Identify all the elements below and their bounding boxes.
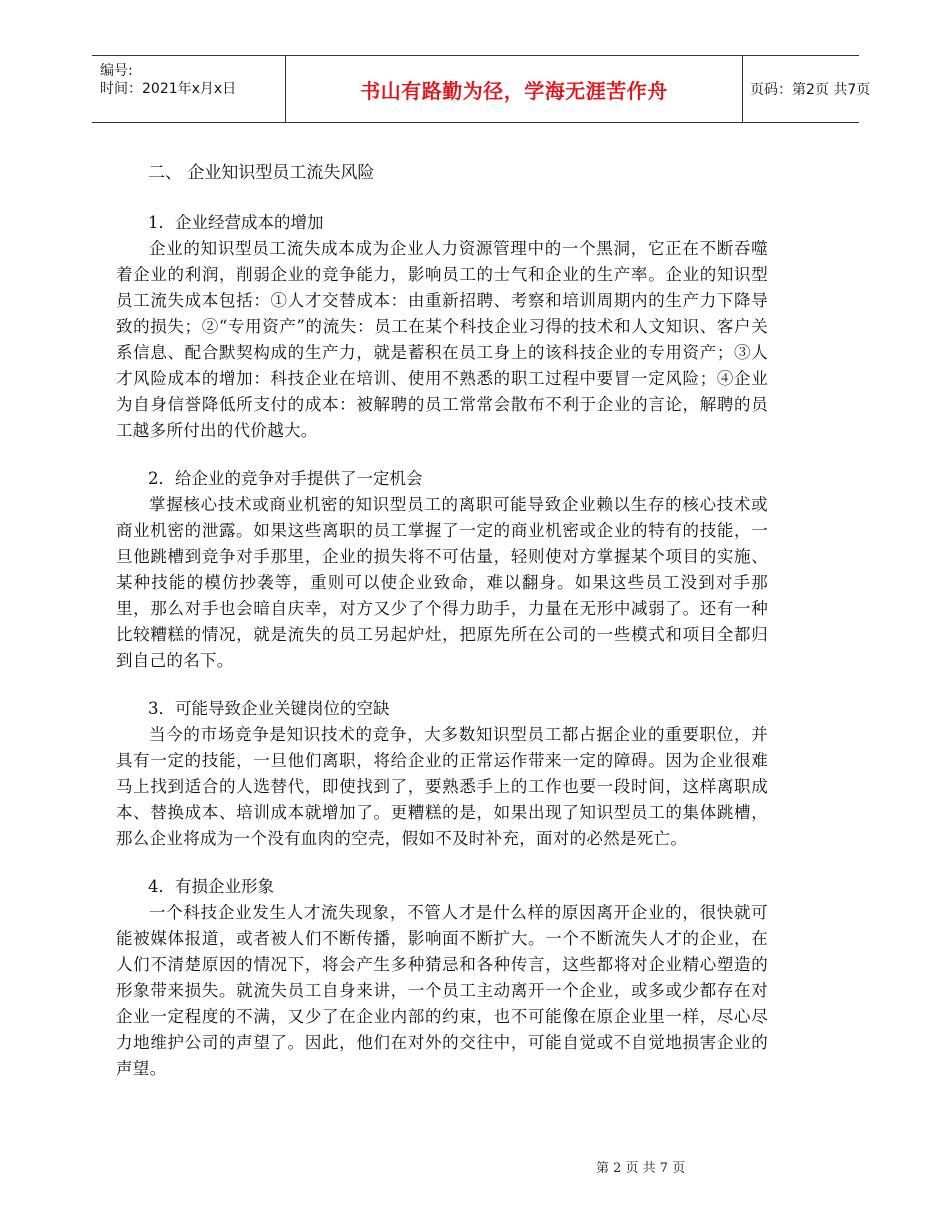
header-left-cell [92,56,285,122]
subsection-paragraph-3: 当今的市场竞争是知识技术的竞争，大多数知识型员工都占据企业的重要职位，并具有一定的技能，一旦他们离职，将给企业的正常运作带来一定的障碍。因为企业很难马上找到适合的人选替代，即使找到了，要熟悉手上的工作也要一段时间，这样离职成本、替换成本、培训成本就增加了。更糟糕的是，如果出现了知识型员工的集体跳槽，那么企业将成为一个没有血肉的空壳，假如不及时补充，面对的必然是死亡。 [116,725,768,848]
header-page-code: 页码：第2页 共7页 [750,82,871,98]
document-time-label: 时间：2021年x月x日 [100,81,237,97]
subsection-paragraph-4: 一个科技企业发生人才流失现象，不管人才是什么样的原因离开企业的，很快就可能被媒体报道，或者被人们不断传播，影响面不断扩大。一个不断流失人才的企业，在人们不清楚原因的情况下，将会产生多种猜忌和各种传言，这些都将对企业精心塑造的形象带来损失。就流失员工自身来讲，一个员工主动离开一个企业，或多或少都存在对企业一定程度的不满，又少了在企业内部的约束，也不可能像在原企业里一样，尽心尽力地维护公司的声望了。因此，他们在对外的交往中，可能自觉或不自觉地损害企业的声望。 [116,903,768,1078]
section-title: 二、 企业知识型员工流失风险 [148,163,375,183]
subsection-heading-2: 2．给企业的竞争对手提供了一定机会 [148,469,423,488]
document-body [116,158,768,1082]
page-header [92,55,871,123]
page-footer: 第 2 页 共 7 页 [596,1161,686,1176]
subsection-paragraph-2: 掌握核心技术或商业机密的知识型员工的离职可能导致企业赖以生存的核心技术或商业机密的泄露。如果这些离职的员工掌握了一定的商业机密或企业的特有的技能，一旦他跳槽到竞争对手那里，企业的损失将不可估量，轻则使对方掌握某个项目的实施、某种技能的模仿抄袭等，重则可以使企业致命，难以翻身。如果这些员工没到对手那里，那么对手也会暗自庆幸，对方又少了个得力助手，力量在无形中减弱了。还有一种比较糟糕的情况，就是流失的员工另起炉灶，把原先所在公司的一些模式和项目全都归到自己的名下。 [116,495,768,670]
header-motto: 书山有路勤为径，学海无涯苦作舟 [360,78,668,103]
subsection-paragraph-1: 企业的知识型员工流失成本成为企业人力资源管理中的一个黑洞，它正在不断吞噬着企业的利润，削弱企业的竞争能力，影响员工的士气和企业的生产率。企业的知识型员工流失成本包括：①人才交替成本：由重新招聘、考察和培训周期内的生产力下降导致的损失；②“专用资产”的流失：员工在某个科技企业习得的技术和人文知识、客户关系信息、配合默契构成的生产力，就是蓄积在员工身上的该科技企业的专用资产；③人才风险成本的增加：科技企业在培训、使用不熟悉的职工过程中要冒一定风险；④企业为自身信誉降低所支付的成本：被解聘的员工常常会散布不利于企业的言论，解聘的员工越多所付出的代价越大。 [116,239,768,440]
header-right-cell [742,56,871,122]
subsection-heading-1: 1．企业经营成本的增加 [148,213,324,232]
document-number-label: 编号: [100,63,133,79]
subsection-heading-4: 4．有损企业形象 [148,877,274,896]
header-motto-cell [285,56,743,122]
subsection-heading-3: 3．可能导致企业关键岗位的空缺 [148,699,390,718]
